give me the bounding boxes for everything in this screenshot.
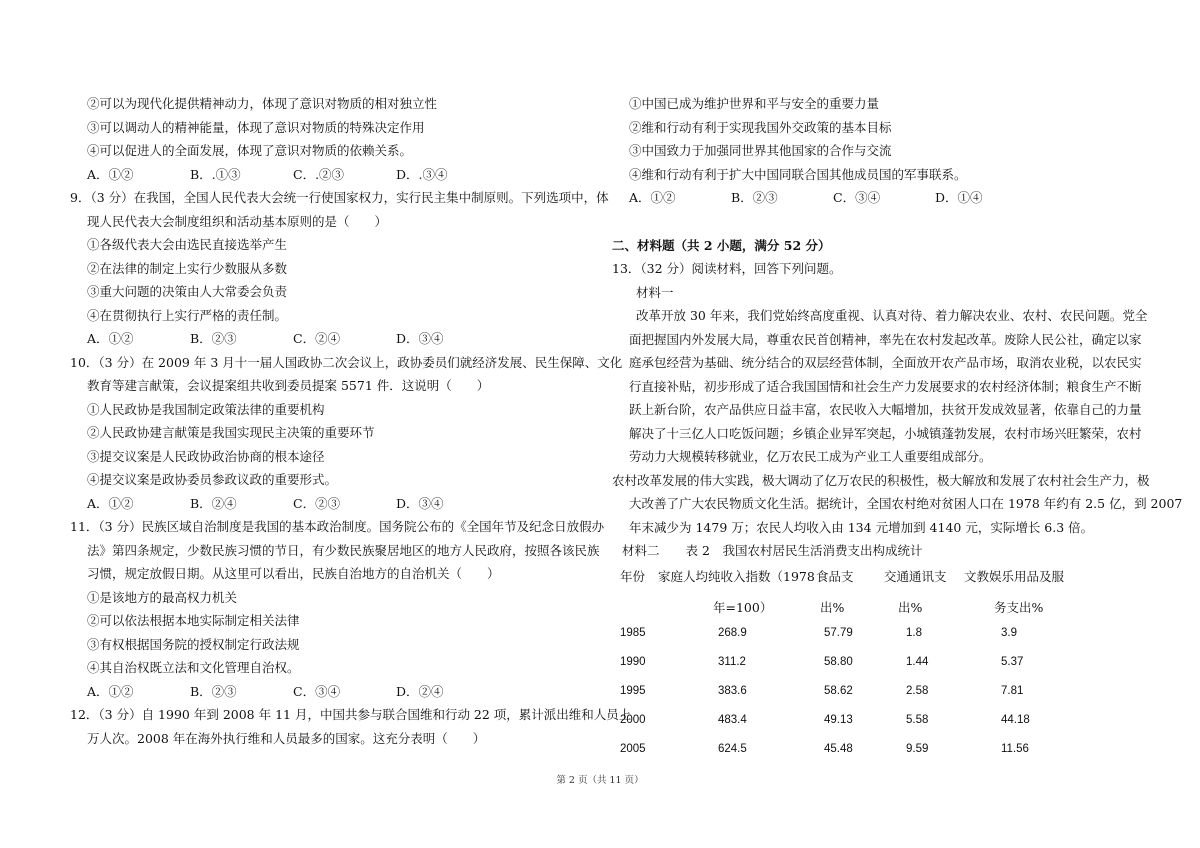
material1-p2-line-3: 年末减少为 1479 万；农民人均收入由 134 元增加到 4140 元，实际增长 6.3 倍。 (629, 519, 1094, 535)
section-title: 二、材料题（共 2 小题，满分 52 分） (612, 237, 831, 253)
q8-item-3: ③可以调动人的精神能量，体现了意识对物质的特殊决定作用 (87, 119, 425, 135)
material1-p1-line-3: 庭承包经营为基础、统分结合的双层经营体制，全面放开农产品市场，取消农业税，以农民实 (629, 355, 1142, 370)
cell-year: 2005 (620, 743, 646, 755)
q13-stem: 13．（32 分）阅读材料，回答下列问题。 (612, 261, 842, 276)
page-footer: 第 2 页（共 11 页） (556, 775, 644, 786)
table-row (612, 706, 1094, 735)
material1-p2-line-1: 农村改革发展的伟大实践，极大调动了亿万农民的积极性，极大解放和发展了农村社会生产力，极 (612, 472, 1150, 488)
q10-stem-line-1: 10．（3 分）在 2009 年 3 月十一届人国政协二次会议上，政协委员们就经济发展、民生保障、文化 (70, 354, 623, 370)
q11-option-b: B．②③ (190, 683, 237, 699)
cell-transport: 1.8 (906, 627, 922, 639)
header-transport-line-2: 出% (898, 599, 923, 615)
right-column (612, 92, 1183, 764)
q11-item-1: ①是该地方的最高权力机关 (87, 589, 238, 605)
cell-income: 624.5 (718, 743, 747, 755)
q10-option-a: A．①② (87, 495, 134, 511)
q8-options (70, 163, 610, 187)
q8-option-d: D．.③④ (396, 166, 448, 182)
table-row (612, 648, 1094, 677)
q8-item-4: ④可以促进人的全面发展，体现了意识对物质的依赖关系。 (87, 143, 413, 158)
q12-option-a: A．①② (629, 190, 676, 205)
q10-item-2: ②人民政协建言献策是我国实现民主决策的重要环节 (87, 425, 375, 440)
q9-option-b: B．②③ (190, 331, 237, 346)
material1-p1-line-2: 面把握国内外发展大局，尊重农民首创精神，率先在农村发起改革。废除人民公社，确定以家 (629, 331, 1142, 347)
q9-option-a: A．①② (87, 331, 134, 346)
cell-food: 58.80 (824, 656, 853, 668)
cell-food: 57.79 (824, 627, 853, 639)
q10-item-3: ③提交议案是人民政协政治协商的根本途径 (87, 448, 325, 464)
q9-item-1: ①各级代表大会由选民直接选举产生 (87, 237, 288, 252)
cell-culture: 11.56 (1001, 743, 1029, 755)
q8-item-2: ②可以为现代化提供精神动力，体现了意识对物质的相对独立性 (87, 96, 438, 111)
q11-stem-line-3: 习惯，规定放假日期。从这里可以看出，民族自治地方的自治机关（ ） (87, 566, 500, 581)
q9-option-d: D．③④ (396, 331, 444, 346)
table-row (612, 735, 1094, 764)
cell-income: 268.9 (718, 627, 747, 639)
header-transport-line-1: 交通通讯支 (884, 568, 947, 584)
material2-heading (612, 539, 1152, 563)
q8-option-c: C．.②③ (293, 166, 345, 182)
header-income-line-1: 家庭人均纯收入指数（1978 (658, 568, 815, 584)
cell-food: 49.13 (824, 714, 853, 726)
q9-item-3: ③重大问题的决策由人大常委会负责 (87, 284, 288, 299)
consumption-table (612, 565, 1094, 764)
cell-income: 383.6 (718, 685, 747, 697)
q11-item-3: ③有权根据国务院的授权制定行政法规 (87, 636, 300, 652)
q9-option-c: C．②④ (293, 331, 341, 346)
q10-options (70, 492, 610, 516)
q12-option-b: B．②③ (731, 190, 778, 205)
q12-option-c: C．③④ (833, 190, 881, 205)
q11-option-c: C．③④ (293, 683, 341, 699)
cell-food: 45.48 (824, 743, 853, 755)
cell-year: 2000 (620, 714, 646, 726)
material1-p1-line-6: 解决了十三亿人口吃饭问题；乡镇企业异军突起，小城镇蓬勃发展，农村市场兴旺繁荣，农村 (629, 425, 1142, 441)
material1-p1-line-1: 改革开放 30 年来，我们党始终高度重视、认真对待、着力解决农业、农村、农民问题。党全 (636, 308, 1148, 323)
cell-year: 1995 (620, 685, 646, 697)
material1-paragraph-1 (612, 304, 1152, 469)
cell-culture: 3.9 (1001, 627, 1017, 639)
q11-option-a: A．①② (87, 683, 134, 699)
q9-item-2: ②在法律的制定上实行少数服从多数 (87, 260, 288, 276)
q10-item-4: ④提交议案是政协委员参政议政的重要形式。 (87, 472, 338, 487)
q8-option-a: A．①② (87, 166, 134, 182)
header-income-line-2: 年=100） (713, 599, 773, 615)
material1-p1-line-5: 跃上新台阶，农产品供应日益丰富，农民收入大幅增加，扶贫开发成效显著，依靠自己的力量 (629, 402, 1142, 417)
table-row (612, 677, 1094, 706)
header-culture-line-2: 务支出% (994, 599, 1044, 615)
header-culture (964, 565, 1094, 619)
cell-transport: 1.44 (906, 656, 929, 668)
cell-income: 483.4 (718, 714, 747, 726)
q12-option-d: D．①④ (935, 190, 983, 205)
q11-options (70, 680, 610, 704)
cell-year: 1990 (620, 656, 646, 668)
q9-item-4: ④在贯彻执行上实行严格的责任制。 (87, 307, 288, 323)
q11-stem-line-1: 11．（3 分）民族区域自治制度是我国的基本政治制度。国务院公布的《全国年节及纪念日放假办 (70, 519, 605, 534)
q9-stem-line-1: 9．（3 分）在我国，全国人民代表大会统一行使国家权力，实行民主集中制原则。下列选项中，体 (70, 190, 609, 205)
table-title: 表 2 我国农村居民生活消费支出构成统计 (685, 543, 923, 558)
header-food (816, 565, 872, 619)
header-transport (872, 565, 964, 619)
q12-item-1: ①中国已成为维护世界和平与安全的重要力量 (629, 96, 880, 111)
material1-p2-line-2: 大改善了广大农民物质文化生活。据统计，全国农村绝对贫困人口在 1978 年约有 2.5 亿，到 2007 (629, 496, 1183, 511)
q10-option-b: B．②④ (190, 495, 237, 511)
cell-income: 311.2 (718, 656, 746, 668)
q11-item-2: ②可以依法根据本地实际制定相关法律 (87, 613, 300, 628)
header-culture-line-1: 文教娱乐用品及服 (964, 568, 1065, 584)
q12-stem-line-2: 万人次。2008 年在海外执行维和人员最多的国家。这充分表明（ ） (87, 730, 486, 746)
q10-option-c: C．②③ (293, 495, 341, 511)
material1-p1-line-4: 行直接补贴，初步形成了适合我国国情和社会生产力发展要求的农村经济体制；粮食生产不断 (629, 378, 1142, 394)
q10-stem-line-2: 教育等建言献策，会议提案组共收到委员提案 5571 件．这说明（ ） (87, 378, 490, 393)
header-income (658, 565, 816, 619)
header-year: 年份 (620, 568, 646, 584)
q11-stem-line-2: 法》第四条规定，少数民族习惯的节日，有少数民族聚居地区的地方人民政府，按照各该民族 (87, 542, 600, 558)
cell-culture: 7.81 (1001, 685, 1024, 697)
header-food-line-1: 食品支 (816, 568, 854, 584)
q12-item-2: ②维和行动有利于实现我国外交政策的基本目标 (629, 119, 892, 135)
left-column (70, 92, 632, 750)
cell-transport: 5.58 (906, 714, 929, 726)
material1-paragraph-2 (612, 469, 1183, 540)
q9-stem-line-2: 现人民代表大会制度组织和活动基本原则的是（ ） (87, 213, 388, 229)
material2-label: 材料二 (622, 543, 660, 558)
cell-culture: 5.37 (1001, 656, 1024, 668)
q10-item-1: ①人民政协是我国制定政策法律的重要机构 (87, 401, 325, 417)
q12-stem-line-1: 12．（3 分）自 1990 年到 2008 年 11 月，中国共参与联合国维和行动 22 项，累计派出维和人员上 (70, 707, 632, 722)
table-row (612, 619, 1094, 648)
material1-label: 材料一 (636, 284, 674, 300)
q10-option-d: D．③④ (396, 495, 444, 511)
q11-option-d: D．②④ (396, 683, 444, 699)
header-food-line-2: 出% (820, 599, 845, 615)
cell-transport: 2.58 (906, 685, 929, 697)
q9-options (70, 327, 610, 351)
table-header-row (612, 565, 1094, 619)
q8-option-b: B．.①③ (190, 166, 241, 182)
cell-transport: 9.59 (906, 743, 929, 755)
q12-item-3: ③中国致力于加强同世界其他国家的合作与交流 (629, 143, 892, 158)
q12-options (612, 186, 1152, 210)
cell-culture: 44.18 (1001, 714, 1030, 726)
q12-item-4: ④维和行动有利于扩大中国同联合国其他成员国的军事联系。 (629, 166, 967, 182)
material1-p1-line-7: 劳动力大规模转移就业，亿万农民工成为产业工人重要组成部分。 (629, 449, 992, 464)
q11-item-4: ④其自治权既立法和文化管理自治权。 (87, 660, 300, 675)
cell-food: 58.62 (824, 685, 853, 697)
cell-year: 1985 (620, 627, 646, 639)
